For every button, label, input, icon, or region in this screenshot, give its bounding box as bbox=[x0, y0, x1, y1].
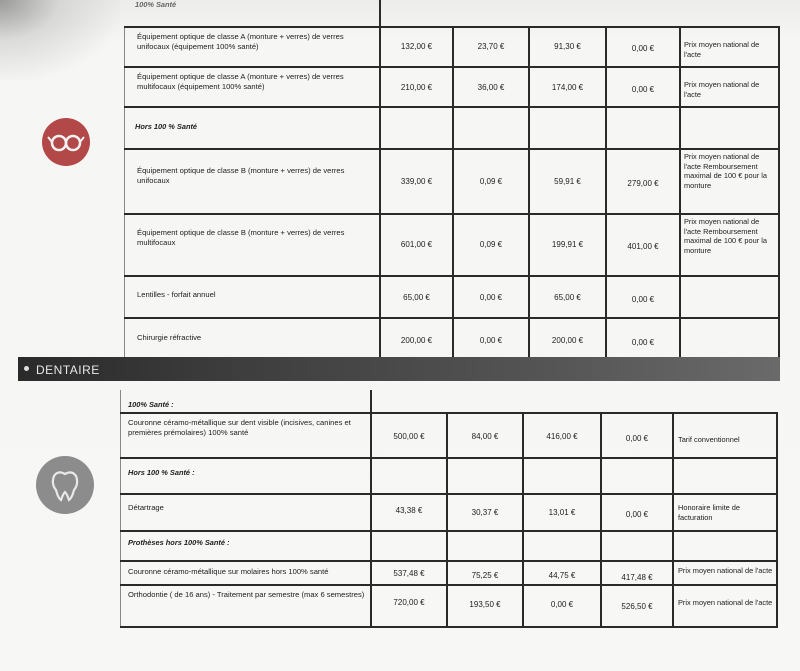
grid-line bbox=[124, 275, 780, 277]
row-note: Prix moyen national de l'acte bbox=[678, 598, 773, 607]
row-label: Chirurgie réfractive bbox=[137, 333, 202, 342]
grid-line bbox=[605, 26, 607, 357]
cell-value: 720,00 € bbox=[393, 598, 425, 607]
cell-value: 91,30 € bbox=[554, 42, 581, 51]
cell-value: 416,00 € bbox=[546, 432, 578, 441]
grid-line bbox=[120, 412, 778, 414]
cell-value: 0,00 € bbox=[631, 85, 655, 94]
grid-line bbox=[124, 317, 780, 319]
cell-value: 339,00 € bbox=[400, 177, 433, 186]
cell-value: 601,00 € bbox=[400, 240, 433, 249]
cell-value: 174,00 € bbox=[551, 83, 584, 92]
row-label: Couronne céramo-métallique sur dent visible (incisives, canines et premières prémolaires) 100% santé bbox=[128, 418, 351, 437]
cell-value: 417,48 € bbox=[621, 573, 653, 582]
cell-value: 43,38 € bbox=[395, 506, 423, 515]
grid-line bbox=[120, 390, 121, 628]
cell-value: 0,00 € bbox=[631, 338, 655, 347]
row-label: Détartrage bbox=[128, 503, 164, 512]
row-label: Équipement optique de classe A (monture + verres) de verres unifocaux (équipement 100% santé) bbox=[137, 32, 344, 51]
grid-line bbox=[120, 530, 778, 532]
cell-value: 65,00 € bbox=[403, 293, 430, 302]
grid-line bbox=[124, 213, 780, 215]
section-subtitle: 100% Santé : bbox=[128, 400, 174, 409]
grid-line bbox=[528, 26, 530, 357]
cell-value: 0,00 € bbox=[631, 44, 655, 53]
cell-value: 0,00 € bbox=[631, 295, 655, 304]
bullet-icon bbox=[24, 366, 29, 371]
top-cut-label: 100% Santé bbox=[135, 0, 177, 9]
cell-value: 59,91 € bbox=[554, 177, 581, 186]
row-label: Couronne céramo-métallique sur molaires hors 100% santé bbox=[128, 567, 329, 576]
tooth-icon bbox=[36, 456, 94, 514]
cell-value: 84,00 € bbox=[471, 432, 499, 441]
cell-value: 23,70 € bbox=[477, 42, 505, 51]
grid-line bbox=[124, 106, 780, 108]
cell-value: 279,00 € bbox=[627, 179, 659, 188]
cell-value: 537,48 € bbox=[393, 569, 425, 578]
grid-line bbox=[120, 493, 778, 495]
row-note: Prix moyen national de l'acte Remboursement maximal de 100 € pour la monture bbox=[684, 152, 767, 190]
grid-line bbox=[679, 26, 681, 357]
cell-value: 500,00 € bbox=[393, 432, 425, 441]
cell-value: 75,25 € bbox=[471, 571, 499, 580]
grid-line bbox=[776, 414, 778, 628]
section-subtitle: Prothèses hors 100% Santé : bbox=[128, 538, 230, 547]
grid-line bbox=[452, 26, 454, 357]
cell-value: 65,00 € bbox=[554, 293, 581, 302]
row-note: Prix moyen national de l'acte Remboursement maximal de 100 € pour la monture bbox=[684, 217, 767, 255]
cell-value: 193,50 € bbox=[469, 600, 501, 609]
grid-line bbox=[124, 26, 125, 357]
section-subtitle: Hors 100 % Santé : bbox=[128, 468, 195, 477]
cell-value: 44,75 € bbox=[548, 571, 576, 580]
grid-line bbox=[120, 457, 778, 459]
grid-line bbox=[120, 560, 778, 562]
grid-line bbox=[120, 584, 778, 586]
glasses-icon bbox=[42, 118, 90, 166]
row-label: Équipement optique de classe A (monture + verres) de verres multifocaux (équipement 100% santé) bbox=[137, 72, 344, 91]
cell-value: 401,00 € bbox=[627, 242, 659, 251]
cell-value: 36,00 € bbox=[477, 83, 505, 92]
cell-value: 0,00 € bbox=[625, 434, 649, 443]
section-header-band bbox=[18, 357, 780, 381]
grid-line bbox=[124, 66, 780, 68]
row-label: Équipement optique de classe B (monture + verres) de verres multifocaux bbox=[137, 228, 345, 247]
row-label: Orthodontie ( de 16 ans) - Traitement par semestre (max 6 semestres) bbox=[128, 590, 365, 599]
cell-value: 0,00 € bbox=[625, 510, 649, 519]
cell-value: 0,00 € bbox=[479, 293, 503, 302]
grid-line bbox=[124, 26, 780, 28]
row-note: Prix moyen national de l'acte bbox=[684, 80, 760, 99]
grid-line bbox=[672, 414, 674, 628]
grid-line bbox=[446, 414, 448, 628]
section-title: DENTAIRE bbox=[36, 363, 100, 377]
cell-value: 0,00 € bbox=[479, 336, 503, 345]
row-note: Prix moyen national de l'acte bbox=[678, 566, 773, 575]
cell-value: 0,00 € bbox=[550, 600, 574, 609]
scan-shadow bbox=[0, 0, 120, 80]
cell-value: 200,00 € bbox=[551, 336, 584, 345]
row-note: Prix moyen national de l'acte bbox=[684, 40, 760, 59]
cell-value: 200,00 € bbox=[400, 336, 433, 345]
cell-value: 30,37 € bbox=[471, 508, 499, 517]
grid-line bbox=[120, 626, 778, 628]
cell-value: 526,50 € bbox=[621, 602, 653, 611]
grid-line bbox=[522, 414, 524, 628]
cell-value: 199,91 € bbox=[551, 240, 584, 249]
cell-value: 13,01 € bbox=[548, 508, 576, 517]
cell-value: 0,09 € bbox=[479, 177, 503, 186]
grid-line bbox=[124, 148, 780, 150]
cell-value: 132,00 € bbox=[400, 42, 433, 51]
row-label: Lentilles - forfait annuel bbox=[137, 290, 216, 299]
section-subtitle: Hors 100 % Santé bbox=[135, 122, 198, 131]
cell-value: 210,00 € bbox=[400, 83, 433, 92]
row-note: Honoraire limite de facturation bbox=[678, 503, 741, 522]
row-note: Tarif conventionnel bbox=[678, 435, 740, 444]
row-label: Équipement optique de classe B (monture + verres) de verres unifocaux bbox=[137, 166, 345, 185]
cell-value: 0,09 € bbox=[479, 240, 503, 249]
grid-line bbox=[600, 414, 602, 628]
grid-line bbox=[778, 26, 780, 357]
